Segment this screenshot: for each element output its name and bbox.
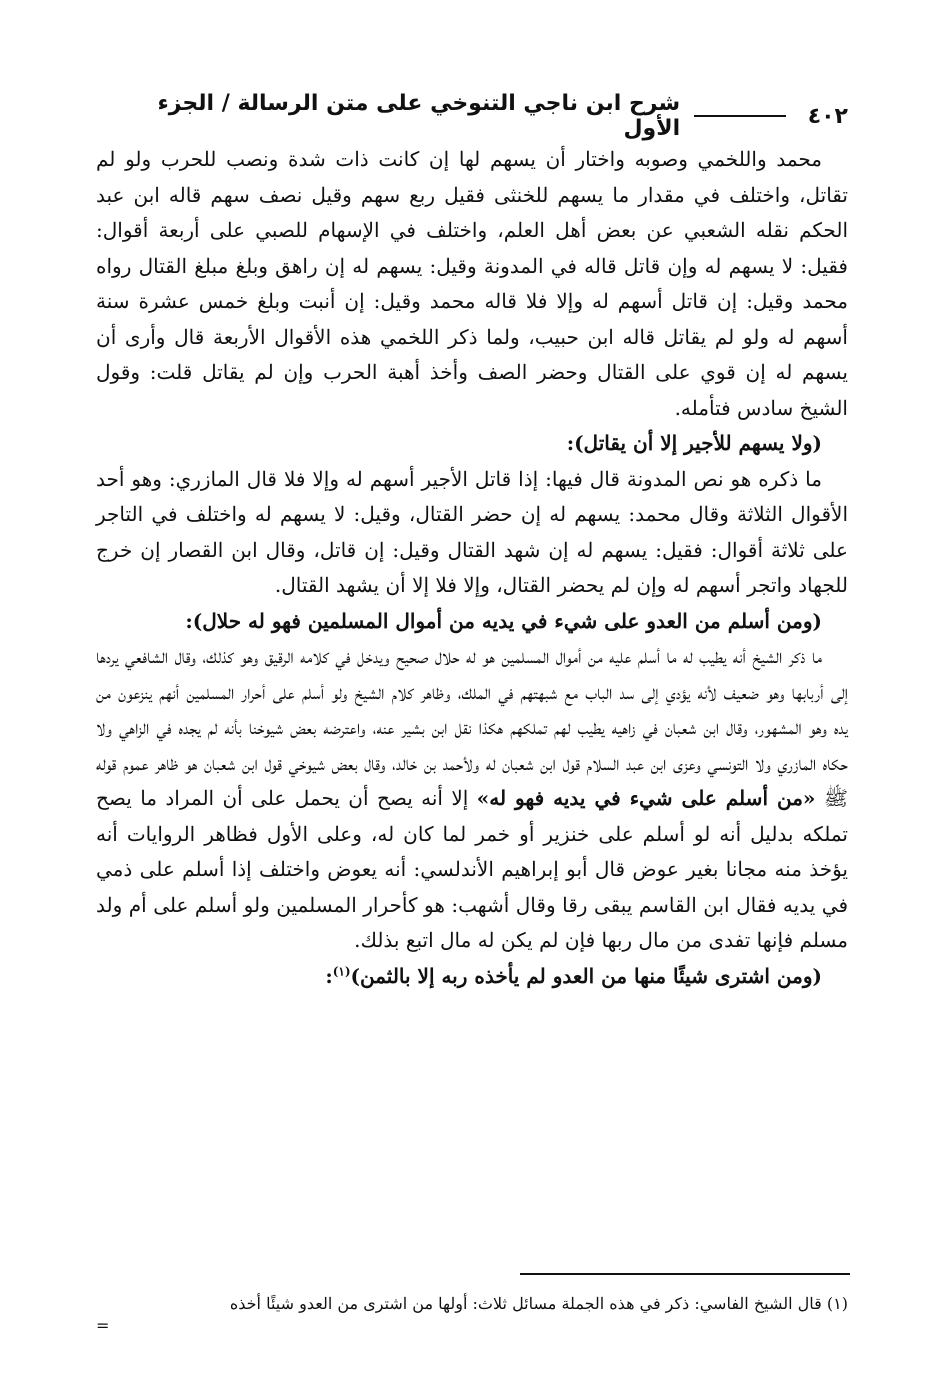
main-text bbox=[96, 142, 848, 994]
paragraph: ما ذكره هو نص المدونة قال فيها: إذا قاتل الأجير أسهم له وإلا فلا قال المازري: وهو أحد الأقوال الثلاثة وقال محمد: يسهم له إن حضر القتال، وقيل: لا يسهم له واختلف في التاجر على ثلاثة أقوال: فقيل: يسهم له إن شهد القتال وقيل: إن قاتل، وقال ابن القصار إن خرج للجهاد واتجر أسهم له وإن لم يحضر القتال، وإلا فلا إلا أن يشهد القتال. bbox=[96, 466, 848, 597]
hadith-quote: «من أسلم على شيء في يديه فهو له» bbox=[476, 786, 816, 810]
footnote-continuation-mark: = bbox=[96, 1316, 110, 1335]
footnote-reference[interactable]: (١) bbox=[332, 963, 351, 978]
header-rule bbox=[694, 115, 786, 117]
section-heading: (ومن أسلم من العدو على شيء في يديه من أموال المسلمين فهو له حلال): bbox=[185, 608, 822, 633]
paragraph bbox=[96, 639, 848, 959]
heading-colon: : bbox=[325, 963, 333, 988]
paragraph-text: إلا أنه يصح أن يحمل على أن المراد ما يصح تملكه بدليل أنه لو أسلم على خنزير أو خمر لما كان له، وعلى الأول فظاهر الروايات أنه يؤخذ منه مجانا بغير عوض قال أبو إبراهيم الأندلسي: أنه يعوض واختلف إذا أسلم على ذمي في يديه فقال ابن القاسم يبقى رقا وقال أشهب: هو كأحرار المسلمين ولو أسلم على أم ولد مسلم فإنها تفدى من مال ربها فإن لم يكن له مال اتبع بذلك. bbox=[96, 786, 848, 952]
heading-text: (ومن اشترى شيئًا منها من العدو لم يأخذه ربه إلا بالثمن) bbox=[350, 963, 822, 988]
paragraph: محمد واللخمي وصوبه واختار أن يسهم لها إن كانت ذات شدة ونصب للحرب ولو لم تقاتل، واختلف في مقدار ما يسهم للخنثى فقيل ربع سهم وقيل نصف سهم قاله ابن عبد الحكم نقله الشعبي عن بعض أهل العلم، واختلف في الإسهام للصبي على أربعة أقوال: فقيل: لا يسهم له وإن قاتل قاله في المدونة وقيل: يسهم له إن راهق وبلغ مبلغ القتال رواه محمد وقيل: إن قاتل أسهم له وإلا فلا قاله محمد وقيل: إن أنبت وبلغ خمس عشرة سنة أسهم له ولو لم يقاتل قاله ابن حبيب، ولما ذكر اللخمي هذه الأقوال الأربعة قال وأرى أن يسهم له إن قوي على القتال وحضر الصف وأخذ أهبة الحرب وإن لم يقاتل قلت: وقول الشيخ سادس فتأمله. bbox=[96, 147, 848, 420]
footnote bbox=[96, 1290, 848, 1334]
running-header bbox=[96, 91, 848, 141]
section-heading: (ولا يسهم للأجير إلا أن يقاتل): bbox=[566, 431, 822, 455]
footnote-separator bbox=[520, 1273, 850, 1275]
paragraph-text: ما ذكر الشيخ أنه يطيب له ما أسلم عليه من أموال المسلمين هو له حلال صحيح ويدخل في كلامه الرقيق وهو كذلك، وقال الشافعي يردها إلى أربابها وهو ضعيف لأنه يؤدي إلى سد الباب مع شبهتهم في الملك، وظاهر كلام الشيخ ولو أسلم على أحرار المسلمين أنهم ينزعون من يده وهو المشهور، وقال ابن شعبان في زاهيه يطيب لهم تملكهم هكذا نقل ابن بشير عنه، واعترضه بعض شيوخنا بأنه لم يجده في الزاهي ولا حكاه المازري ولا التونسي وعزى ابن عبد السلام قول ابن شعبان له ولأحمد بن خالد، وقال بعض شيوخي قول ابن شعبان هو ظاهر عموم قوله ﷺ bbox=[96, 644, 849, 810]
page-number: ٤٠٢ bbox=[807, 103, 848, 129]
running-title: شرح ابن ناجي التنوخي على متن الرسالة / الجزء الأول bbox=[157, 91, 681, 141]
section-heading bbox=[96, 959, 848, 995]
footnote-text: (١) قال الشيخ الفاسي: ذكر في هذه الجملة مسائل ثلاث: أولها من اشترى من العدو شيئًا أخذه bbox=[229, 1294, 848, 1313]
